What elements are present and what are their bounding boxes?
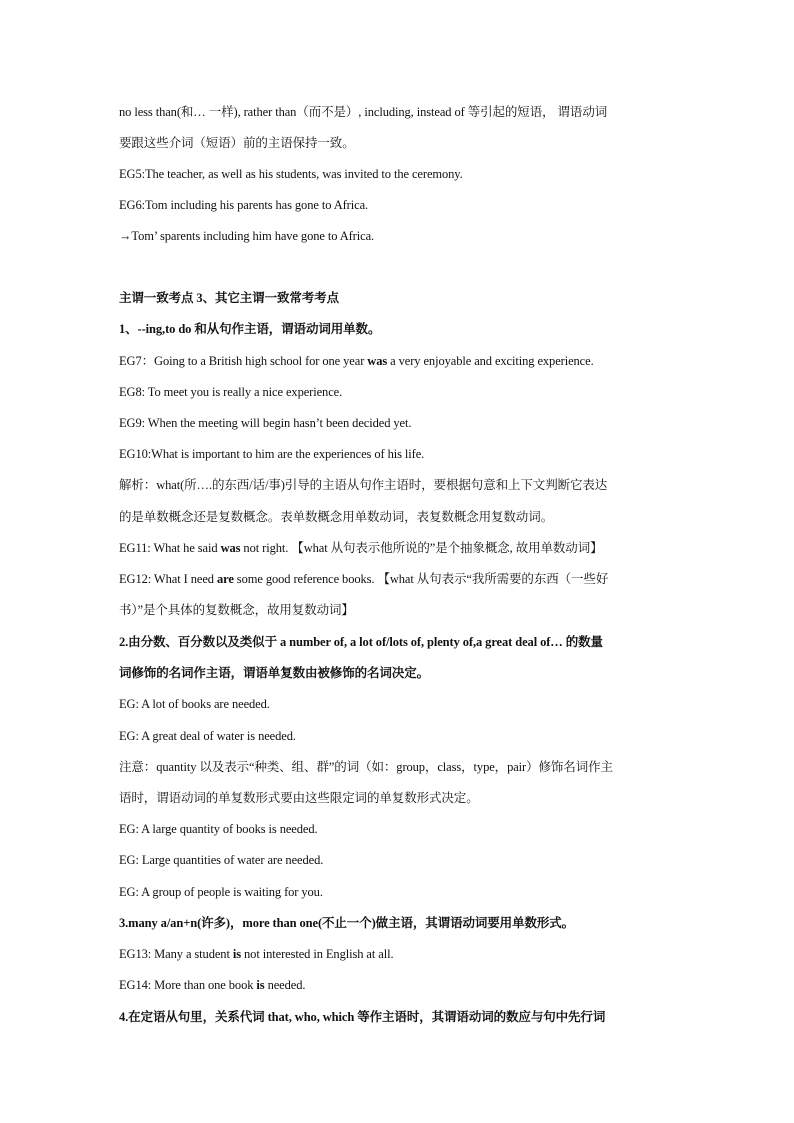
verb-highlight: are — [216, 572, 234, 586]
rule-heading: 2.由分数、百分数以及类似于 a number of, a lot of/lots of, plenty of,a great deal of… 的数量 — [119, 635, 603, 649]
example-line: EG: Large quantities of water are needed. — [119, 853, 324, 867]
example-line: EG9: When the meeting will begin hasn’t been decided yet. — [119, 416, 412, 430]
text-line: 要跟这些介词（短语）前的主语保持一致。 — [119, 136, 355, 150]
section-heading: 主谓一致考点 3、其它主谓一致常考考点 — [119, 291, 339, 305]
rule-heading: 词修饰的名词作主语，谓语单复数由被修饰的名词决定。 — [119, 666, 430, 680]
example-text: needed. — [264, 978, 306, 992]
note-line: 注意：quantity 以及表示“种类、组、群”的词（如：group，class，type，pair）修饰名词作主 — [119, 760, 613, 774]
analysis-line: 解析：what(所….的东西/话/事)引导的主语从句作主语时，要根据句意和上下文判断它表达 — [119, 478, 608, 492]
example-line: EG6:Tom including his parents has gone to Africa. — [119, 198, 369, 212]
example-line: EG5:The teacher, as well as his students, was invited to the ceremony. — [119, 167, 463, 181]
example-text: EG7：Going to a British high school for one year — [119, 354, 368, 368]
rule-heading: 4.在定语从句里，关系代词 that, who, which 等作主语时，其谓语动词的数应与句中先行词 — [119, 1010, 606, 1024]
verb-highlight: was — [220, 541, 241, 555]
example-line: EG: A great deal of water is needed. — [119, 729, 296, 743]
note-line: 语时，谓语动词的单复数形式要由这些限定词的单复数形式决定。 — [119, 791, 479, 805]
example-line — [119, 353, 679, 369]
text-line: no less than(和… 一样), rather than（而不是）, including, instead of 等引起的短语， 谓语动词 — [119, 105, 608, 119]
example-line: EG: A group of people is waiting for you. — [119, 885, 323, 899]
example-text: some good reference books. 【what 从句表示“我所需要的东西（一些好 — [233, 572, 609, 586]
example-text: EG14: More than one book — [119, 978, 257, 992]
example-line: →Tom’ sparents including him have gone to Africa. — [119, 229, 375, 243]
rule-heading: 1、--ing,to do 和从句作主语，谓语动词用单数。 — [119, 322, 381, 336]
example-line: EG10:What is important to him are the experiences of his life. — [119, 447, 425, 461]
verb-highlight: is — [232, 947, 241, 961]
example-line: EG: A lot of books are needed. — [119, 697, 270, 711]
example-text: EG13: Many a student — [119, 947, 233, 961]
example-text: not right. 【what 从句表示他所说的”是个抽象概念, 故用单数动词】 — [240, 541, 603, 555]
rule-heading: 3.many a/an+n(许多)，more than one(不止一个)做主语，其谓语动词要用单数形式。 — [119, 916, 575, 930]
example-text: a very enjoyable and exciting experience. — [387, 354, 594, 368]
example-text: EG11: What he said — [119, 541, 221, 555]
example-line — [119, 977, 679, 993]
verb-highlight: is — [256, 978, 265, 992]
example-line: EG: A large quantity of books is needed. — [119, 822, 318, 836]
example-line: EG8: To meet you is really a nice experience. — [119, 385, 343, 399]
example-line — [119, 571, 679, 587]
example-text: EG12: What I need — [119, 572, 217, 586]
analysis-line: 的是单数概念还是复数概念。表单数概念用单数动词，表复数概念用复数动词。 — [119, 510, 554, 524]
example-line: 书）”是个具体的复数概念，故用复数动词】 — [119, 603, 354, 617]
example-line — [119, 540, 679, 556]
example-text: not interested in English at all. — [241, 947, 394, 961]
example-line — [119, 946, 679, 962]
verb-highlight: was — [367, 354, 388, 368]
